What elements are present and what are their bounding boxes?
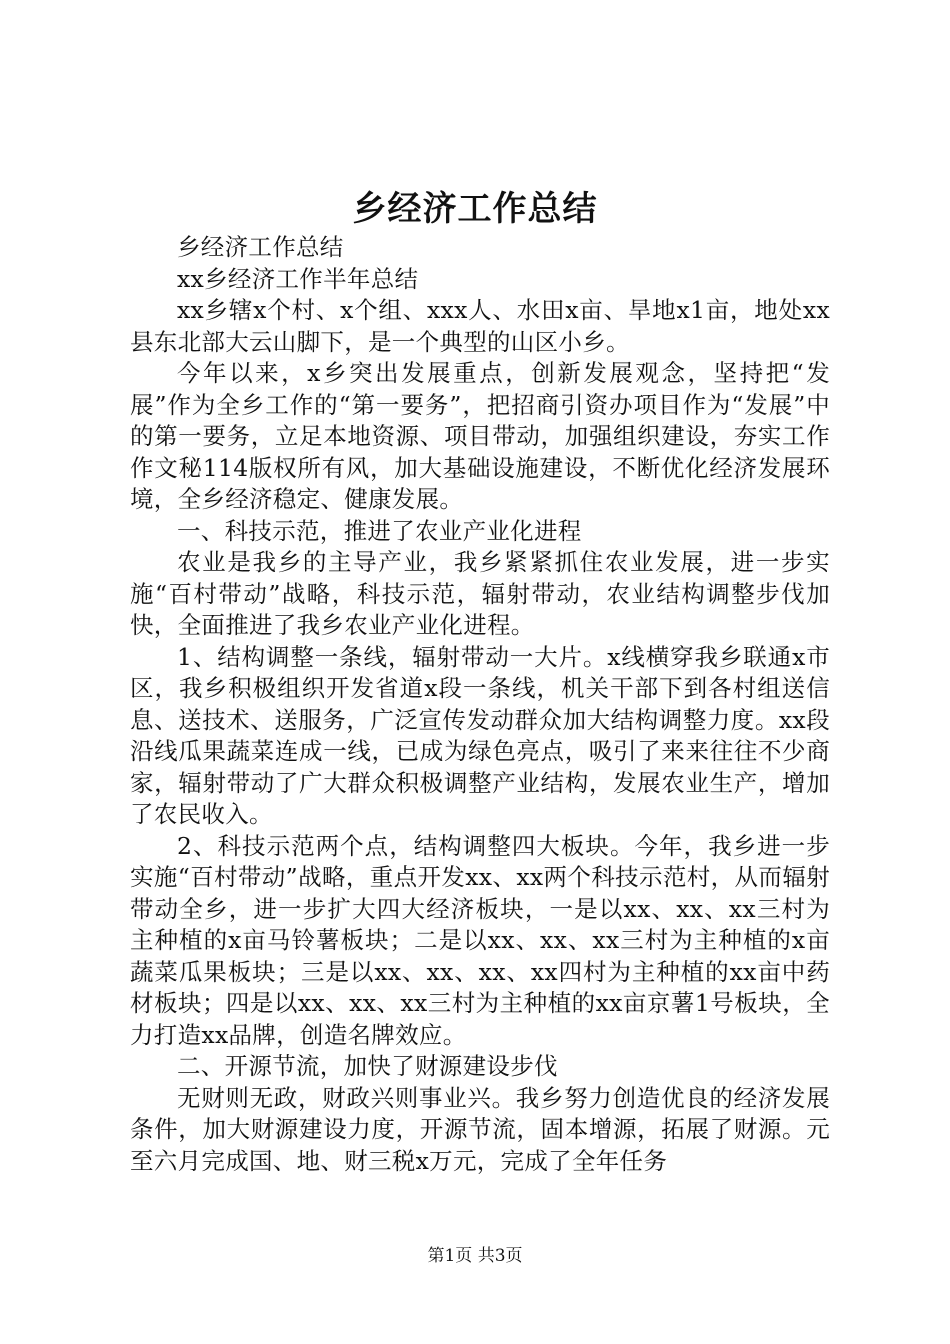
- paragraph-doc-heading: 乡经济工作总结: [177, 233, 344, 261]
- document-body: [130, 232, 830, 1177]
- paragraph: 2、科技示范两个点，结构调整四大板块。今年，我乡进一步实施“百村带动”战略，重点开发xx、xx两个科技示范村，从而辐射带动全乡，进一步扩大四大经济板块，一是以xx、xx、xx三村为主种植的x亩马铃薯板块；二是以xx、xx、xx三村为主种植的x亩蔬菜瓜果板块；三是以xx、xx、xx、xx四村为主种植的xx亩中药材板块；四是以xx、xx、xx三村为主种植的xx亩京薯1号板块，全力打造xx品牌，创造名牌效应。: [130, 831, 830, 1049]
- section-heading-2: 二、开源节流，加快了财源建设步伐: [177, 1052, 558, 1080]
- paragraph-subtitle: xx乡经济工作半年总结: [177, 264, 419, 293]
- paragraph: 今年以来，x乡突出发展重点，创新发展观念，坚持把“发展”作为全乡工作的“第一要务”，把招商引资办项目作为“发展”中的第一要务，立足本地资源、项目带动，加强组织建设，夯实工作作文秘114版权所有风，加大基础设施建设，不断优化经济发展环境，全乡经济稳定、健康发展。: [130, 359, 830, 513]
- section-heading-1: 一、科技示范，推进了农业产业化进程: [177, 516, 582, 545]
- paragraph: 无财则无政，财政兴则事业兴。我乡努力创造优良的经济发展条件，加大财源建设力度，开源节流，固本增源，拓展了财源。元至六月完成国、地、财三税x万元，完成了全年任务: [130, 1083, 830, 1175]
- paragraph: xx乡辖x个村、x个组、xxx人、水田x亩、旱地x1亩，地处xx县东北部大云山脚下，是一个典型的山区小乡。: [130, 296, 830, 356]
- page-footer: 第1页 共3页: [427, 1246, 523, 1266]
- paragraph: 农业是我乡的主导产业，我乡紧紧抓住农业发展，进一步实施“百村带动”战略，科技示范，辐射带动，农业结构调整步伐加快，全面推进了我乡农业产业化进程。: [130, 548, 830, 639]
- document-title: 乡经济工作总结: [352, 189, 598, 229]
- paragraph: 1、结构调整一条线，辐射带动一大片。x线横穿我乡联通x市区，我乡积极组织开发省道x段一条线，机关干部下到各村组送信息、送技术、送服务，广泛宣传发动群众加大结构调整力度。xx段沿线瓜果蔬菜连成一线，已成为绿色亮点，吸引了来来往往不少商家，辐射带动了广大群众积极调整产业结构，发展农业生产，增加了农民收入。: [130, 642, 830, 828]
